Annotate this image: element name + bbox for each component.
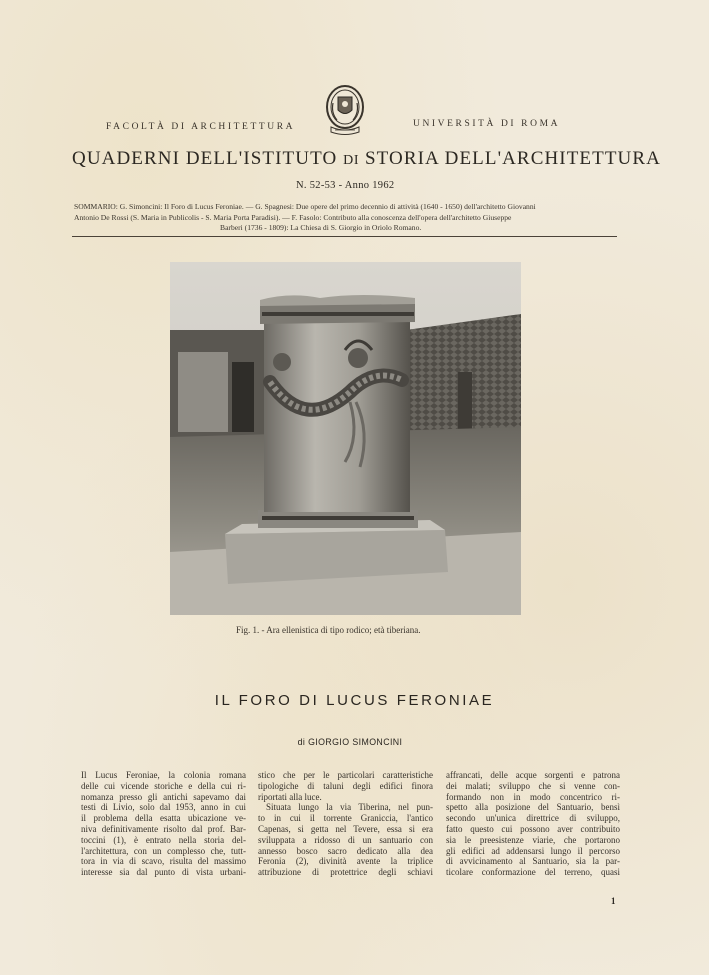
text-column-2	[258, 770, 433, 878]
university-seal-icon	[323, 83, 367, 139]
text-line: annesso bosco sacro dedicato alla dea	[258, 845, 433, 856]
text-line: Il Lucus Feroniae, la colonia romana	[81, 770, 246, 780]
text-line: ticolare conformazione del terreno, quasi	[446, 867, 620, 878]
text-line: sviluppata a ridosso di un santuario con	[258, 834, 433, 845]
journal-title-part1: QUADERNI DELL'ISTITUTO	[72, 148, 338, 169]
text-line: dei malati; sviluppo che si venne con-	[446, 780, 620, 791]
text-line: spetto alla posizione del Santuario, bensì	[446, 802, 620, 813]
summary-line: Barberi (1736 - 1809): La Chiesa di S. Giorgio in Oriolo Romano.	[220, 223, 422, 233]
header-divider	[72, 236, 617, 237]
text-line: Capenas, si getta nel Tevere, essa si era	[258, 823, 433, 834]
text-line: affrancati, delle acque sorgenti e patrona	[446, 770, 620, 780]
altar-photograph	[170, 262, 521, 615]
text-line: Feronia (2), divinità avente la triplice	[258, 856, 433, 867]
text-line: niva definitivamente risolto dal prof. Bar-	[81, 823, 246, 834]
text-line: nomanza presso gli antichi sapevamo dai	[81, 791, 246, 802]
text-line: secondo un'unica direttrice di sviluppo,	[446, 813, 620, 824]
text-line: testi di Livio, solo dal 1953, anno in cui	[81, 802, 246, 813]
text-line: riportati alla luce.	[258, 791, 322, 802]
text-line: sia le preesistenze viarie, che portarono	[446, 834, 620, 845]
text-line: attribuzione di protettrice degli schiavi	[258, 867, 433, 878]
text-line: formando non in modo concentrico ri-	[446, 791, 620, 802]
article-title: IL FORO DI LUCUS FERONIAE	[214, 692, 495, 709]
table-of-contents-summary	[74, 202, 622, 234]
journal-title	[72, 148, 661, 170]
university-heading: UNIVERSITÀ DI ROMA	[413, 119, 561, 129]
issue-number: N. 52-53 - Anno 1962	[296, 180, 395, 191]
journal-title-part2: STORIA DELL'ARCHITETTURA	[364, 148, 661, 169]
text-line: l'architettura, con un complesso che, tutt-	[81, 845, 246, 856]
text-line: di avvicinamento al Santuario, sia la par-	[446, 856, 620, 867]
article-byline: di GIORGIO SIMONCINI	[297, 737, 403, 747]
text-line: tora in via di scavo, risulta del massimo	[81, 856, 246, 867]
faculty-heading: FACOLTÀ DI ARCHITETTURA	[106, 122, 296, 132]
page-number: 1	[611, 896, 616, 906]
figure-caption: Fig. 1. - Ara ellenistica di tipo rodico; età tiberiana.	[236, 625, 421, 635]
text-column-3	[446, 770, 620, 878]
text-line: to in cui il torrente Graniccia, l'antico	[258, 813, 433, 824]
text-line: Situata lungo la via Tiberina, nel pun-	[266, 802, 433, 813]
text-line: delle cui vicende storiche e della cui ri-	[81, 780, 246, 791]
text-line: tipologiche di taluni degli edifici finora	[258, 780, 433, 791]
text-line: il problema della esatta ubicazione ve-	[81, 813, 246, 824]
summary-line: SOMMARIO: G. Simoncini: Il Foro di Lucus Feroniae. — G. Spagnesi: Due opere del primo decennio di attività (1640 - 1650) dell'architetto Giovanni	[74, 202, 536, 211]
journal-title-di: DI	[343, 153, 360, 168]
text-line: fatto questo cui possono aver contribuito	[446, 823, 620, 834]
text-line: gli edifici ad addensarsi lungo il percorso	[446, 845, 620, 856]
text-line: interesse sia dal punto di vista urbani-	[81, 867, 246, 878]
summary-line: Antonio De Rossi (S. Maria in Publicolis - S. Maria Porta Paradisi). — F. Fasolo: Contributo alla conoscenza dell'opera dell'architetto Giuseppe	[74, 212, 512, 222]
text-line: stico che per le particolari caratteristiche	[258, 770, 433, 780]
text-column-1	[81, 770, 246, 878]
text-line: toccini (1), è entrato nella storia del-	[81, 834, 246, 845]
